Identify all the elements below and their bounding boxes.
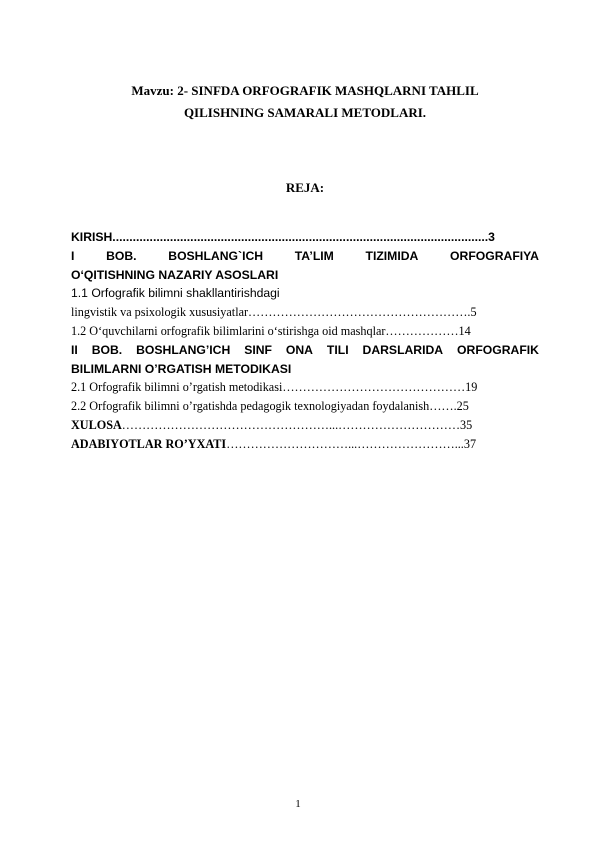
toc-references-leader: …………………………...……………………...37 bbox=[226, 436, 477, 451]
toc-conclusion bbox=[71, 416, 539, 435]
word: ONA bbox=[285, 342, 313, 357]
word: BOB. bbox=[106, 248, 137, 263]
plan-heading: REJA: bbox=[285, 180, 325, 195]
word: BOSHLANG’ICH bbox=[136, 342, 231, 357]
toc-references-label: ADABIYOTLAR RO’YXATI bbox=[71, 436, 227, 451]
word: BOB. bbox=[91, 342, 123, 357]
title-line-2: QILISHNING SAMARALI METODLARI. bbox=[183, 105, 427, 120]
document-title bbox=[70, 80, 540, 124]
toc-chapter-1-line-2: O‘QITISHNING NAZARIY ASOSLARI bbox=[71, 267, 279, 282]
title-line-1: Mavzu: 2- SINFDA ORFOGRAFIK MASHQLARNI TAHLIL bbox=[131, 83, 479, 98]
word: ORFOGRAFIYA bbox=[450, 248, 539, 263]
toc-conclusion-leader: ……………………………………………...…………………………35 bbox=[121, 417, 473, 432]
word: I bbox=[71, 248, 75, 263]
page-number: 1 bbox=[295, 798, 301, 810]
toc-item-2-2: 2.2 Orfografik bilimni o’rgatishda pedagogik texnologiyadan foydalanish…….25 bbox=[71, 399, 469, 414]
toc-item-1-1-line-1: 1.1 Orfografik bilimni shakllantirishdagi bbox=[71, 286, 280, 301]
toc-chapter-1-line-1 bbox=[71, 247, 539, 266]
toc-conclusion-label: XULOSA bbox=[71, 417, 122, 432]
word: BOSHLANG`ICH bbox=[168, 248, 264, 263]
word: ORFOGRAFIK bbox=[457, 342, 539, 357]
word: DARSLARIDA bbox=[362, 342, 444, 357]
toc-chapter-2-line-1 bbox=[71, 341, 539, 360]
toc-chapter-2-line-2: BILIMLARNI O’RGATISH METODIKASI bbox=[71, 361, 292, 376]
word: TA’LIM bbox=[294, 248, 334, 263]
toc-item-1-1-line-2: lingvistik va psixologik xususiyatlar……………………………………………….5 bbox=[71, 305, 477, 320]
toc-intro: KIRISH...............................................................................................................3 bbox=[71, 230, 495, 244]
word: II bbox=[71, 342, 78, 357]
word: TIZIMIDA bbox=[365, 248, 419, 263]
table-of-contents bbox=[71, 228, 539, 454]
word: TILI bbox=[326, 342, 349, 357]
toc-references bbox=[71, 435, 539, 454]
toc-item-2-1: 2.1 Orfografik bilimni o’rgatish metodikasi………………………………………19 bbox=[71, 380, 478, 395]
word: SINF bbox=[244, 342, 272, 357]
toc-item-1-2: 1.2 O‘quvchilarni orfografik bilimlarini o‘stirishga oid mashqlar………………14 bbox=[71, 323, 471, 338]
